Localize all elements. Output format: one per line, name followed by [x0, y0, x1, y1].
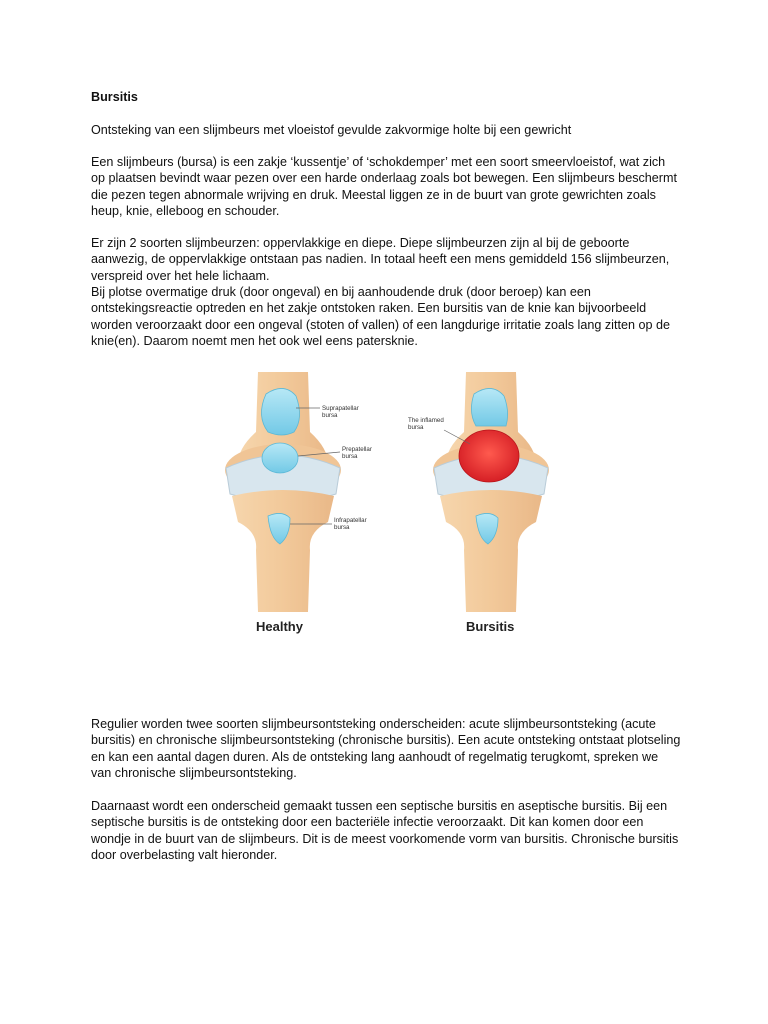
- bursitis-label: Bursitis: [466, 619, 515, 634]
- label-prepatellar-1: Prepatellar: [342, 446, 372, 453]
- paragraph-4: Regulier worden twee soorten slijmbeursontsteking onderscheiden: acute slijmbeursontsteking (acute bursitis) en chronische slijmbeursontsteking (chronische bursitis). Een acute ontsteking ontstaat plotseling en kan een aantal dagen duren. Als de ontsteking lang aanhoudt of regelmatig terugkomt, spreken we van chronische slijmbeursontsteking.: [91, 717, 681, 781]
- bursitis-knee-drawing: [408, 372, 549, 634]
- healthy-knee-drawing: [225, 372, 372, 634]
- healthy-label: Healthy: [256, 619, 303, 634]
- label-infrapatellar-1: Infrapatellar: [334, 517, 367, 524]
- paragraph-5: Daarnaast wordt een onderscheid gemaakt tussen een septische bursitis en aseptische bursitis. Bij een septische bursitis is de ontsteking door een bacteriële infectie veroorzaakt. Dit kan komen door een wondje in de buurt van de slijmbeurs. Dit is de meest voorkomende vorm van bursitis. Chronische bursitis door overbelasting valt hieronder.: [91, 799, 679, 863]
- document-title: Bursitis: [91, 90, 138, 104]
- label-infrapatellar-2: bursa: [334, 524, 350, 531]
- label-suprapatellar-1: Suprapatellar: [322, 405, 359, 412]
- knee-bursitis-illustration: [218, 372, 558, 640]
- label-prepatellar-2: bursa: [342, 453, 358, 460]
- document-subtitle: Ontsteking van een slijmbeurs met vloeistof gevulde zakvormige holte bij een gewricht: [91, 123, 572, 137]
- label-inflamed-1: The inflamed: [408, 417, 444, 424]
- paragraph-3: Bij plotse overmatige druk (door ongeval) en bij aanhoudende druk (door beroep) kan een ontstekingsreactie optreden en het zakje ontstoken raken. Een bursitis van de knie kan bijvoorbeeld worden veroorzaakt door een ongeval (stoten of vallen) of een langdurige irritatie zoals lang zitten op de knie(en). Daarom noemt men het ook wel eens patersknie.: [91, 285, 670, 349]
- paragraph-1: Een slijmbeurs (bursa) is een zakje ‘kussentje’ of ‘schokdemper’ met een soort smeervloeistof, wat zich op plaatsen bevindt waar pezen over een harde onderlaag zoals bot bewegen. Een slijmbeurs beschermt die pezen tegen abnormale wrijving en druk. Meestal liggen ze in de buurt van grote gewrichten zoals heup, knie, elleboog en schouder.: [91, 155, 677, 219]
- paragraph-2: Er zijn 2 soorten slijmbeurzen: oppervlakkige en diepe. Diepe slijmbeurzen zijn al bij de geboorte aanwezig, de oppervlakkige ontstaan pas nadien. In totaal heeft een mens gemiddeld 156 slijmbeurzen, verspreid over het hele lichaam.: [91, 236, 670, 283]
- label-inflamed-2: bursa: [408, 424, 424, 431]
- label-suprapatellar-2: bursa: [322, 412, 338, 419]
